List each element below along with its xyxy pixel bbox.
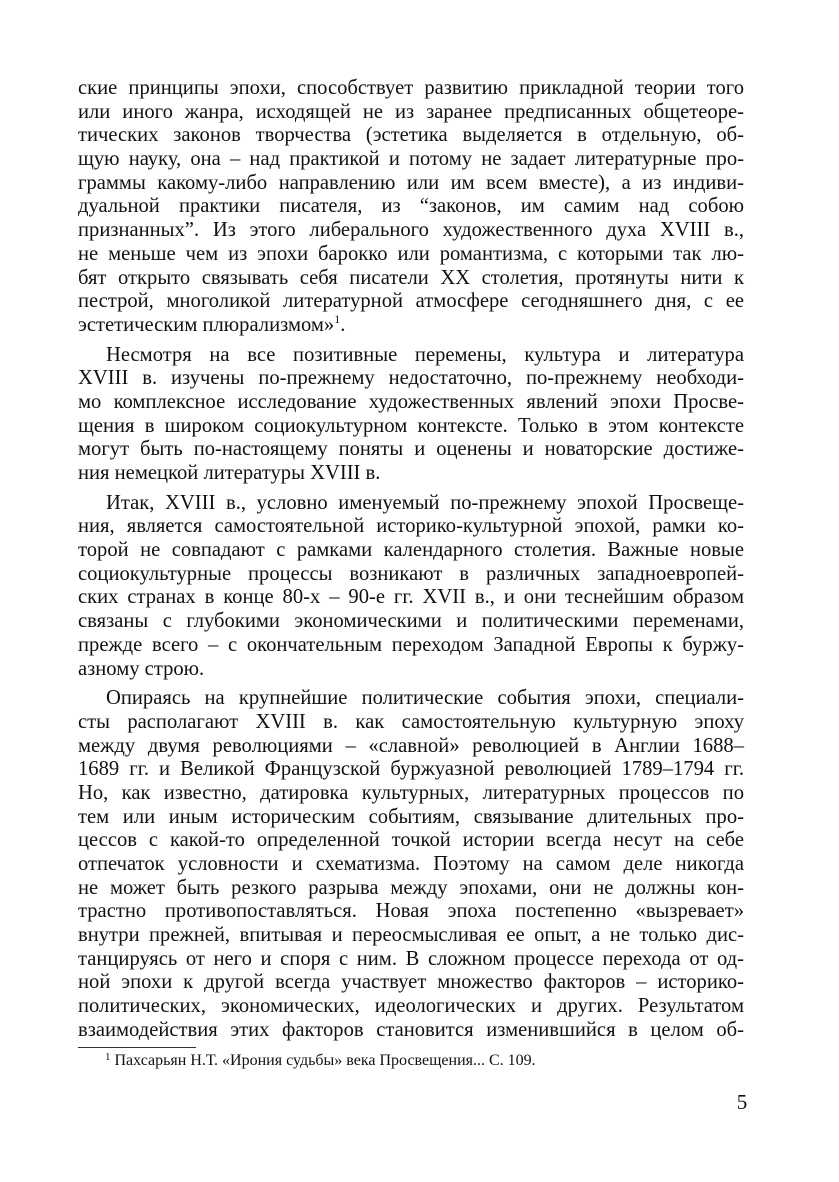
text-line: бят открыто связывать себя писатели XX столетия, протянуты нити к [78, 266, 744, 289]
text-line: не меньше чем из эпохи барокко или романтизма, с которыми так лю- [78, 242, 744, 265]
text-line: Несмотря на все позитивные перемены, культура и литература [106, 343, 744, 366]
paragraph [78, 687, 744, 1042]
text-line: эстетическим плюрализмом»$^1$. [78, 311, 346, 336]
text-line: могут быть по-настоящему поняты и оценены и новаторские достиже- [78, 438, 744, 461]
text-line: тических законов творчества (эстетика выделяется в отдельную, об- [78, 124, 744, 147]
text-line: 1689 гг. и Великой Французской буржуазной революцией 1789–1794 гг. [78, 758, 744, 781]
text-line: отпечаток условности и схематизма. Поэтому на самом деле никогда [78, 853, 744, 875]
text-line: взаимодействия этих факторов становится изменившийся в целом об- [78, 1018, 744, 1041]
text-line: XVIII в. изучены по-прежнему недостаточно, по-прежнему необходи- [78, 367, 744, 390]
footnote-mark: 1 [105, 1051, 111, 1063]
text-line: пестрой, многоликой литературной атмосфере сегодняшнего дня, с ее [78, 290, 744, 313]
text-line: Опираясь на крупнейшие политические события эпохи, специали- [106, 687, 744, 710]
text-line: не может быть резкого разрыва между эпохами, они не должны кон- [78, 876, 744, 899]
text-line: прежде всего – с окончательным переходом Западной Европы к буржу- [78, 633, 744, 656]
text-line: сты располагают XVIII в. как самостоятельную культурную эпоху [78, 710, 744, 733]
text-line: щую науку, она – над практикой и потому не задает литературные про- [78, 148, 744, 171]
paragraph [78, 344, 744, 486]
text-line: щения в широком социокультурном контексте. Только в этом контексте [78, 414, 744, 437]
text-line: тем или иным историческим событиям, связывание длительных про- [78, 805, 744, 828]
text-line: связаны с глубокими экономическими и политическими переменами, [78, 610, 744, 633]
body-text [78, 77, 744, 1043]
text-line: или иного жанра, исходящей не из заранее предписанных общетеоре- [78, 100, 744, 123]
paragraph [78, 492, 744, 682]
text-line: танцируясь от него и споря с ним. В сложном процессе перехода от од- [78, 947, 744, 970]
footnote-reference: 1 [334, 311, 341, 326]
text-line: внутри прежней, впитывая и переосмысливая ее опыт, а не только дис- [78, 924, 744, 947]
text-line: торой не совпадают с рамками календарного столетия. Важные новые [78, 539, 744, 562]
text-line: дуальной практики писателя, из “законов, им самим над собою [78, 195, 744, 218]
text-line: мо комплексное исследование художественных явлений эпохи Просве- [78, 390, 744, 413]
paragraph [78, 77, 744, 338]
text-line: ских странах в конце 80-х – 90-е гг. XVII в., и они теснейшим образом [78, 586, 744, 609]
footnote-separator [78, 1047, 196, 1048]
text-line: социокультурные процессы возникают в различных западноевропей- [78, 562, 744, 585]
text-line: между двумя революциями – «славной» революцией в Англии 1688– [78, 734, 744, 757]
text-line: трастно противопоставляться. Новая эпоха постепенно «вызревает» [78, 900, 744, 923]
text-line: цессов с какой-то определенной точкой истории всегда несут на себе [78, 829, 744, 852]
page-number: 5 [736, 1090, 748, 1114]
text-line: ния, является самостоятельной историко-культурной эпохой, рамки ко- [78, 515, 744, 538]
text-line: политических, экономических, идеологических и других. Результатом [78, 995, 744, 1018]
text-line: Но, как известно, датировка культурных, литературных процессов по [78, 781, 744, 804]
text-line: ские принципы эпохи, способствует развитию прикладной теории того [78, 77, 744, 99]
footnote-text: Пахсарьян Н.Т. «Ирония судьбы» века Просвещения... С. 109. [114, 1052, 536, 1069]
text-line: Итак, XVIII в., условно именуемый по-прежнему эпохой Просвеще- [106, 491, 744, 514]
text-line: азному строю. [78, 657, 205, 680]
text-line: ния немецкой литературы XVIII в. [78, 462, 381, 484]
text-line: граммы какому-либо направлению или им всем вместе), а из индиви- [78, 171, 744, 194]
text-line: признанных”. Из этого либерального художественного духа XVIII в., [78, 219, 744, 242]
footnote [105, 1051, 725, 1071]
text-line: ной эпохи к другой всегда участвует множество факторов – историко- [78, 971, 744, 994]
